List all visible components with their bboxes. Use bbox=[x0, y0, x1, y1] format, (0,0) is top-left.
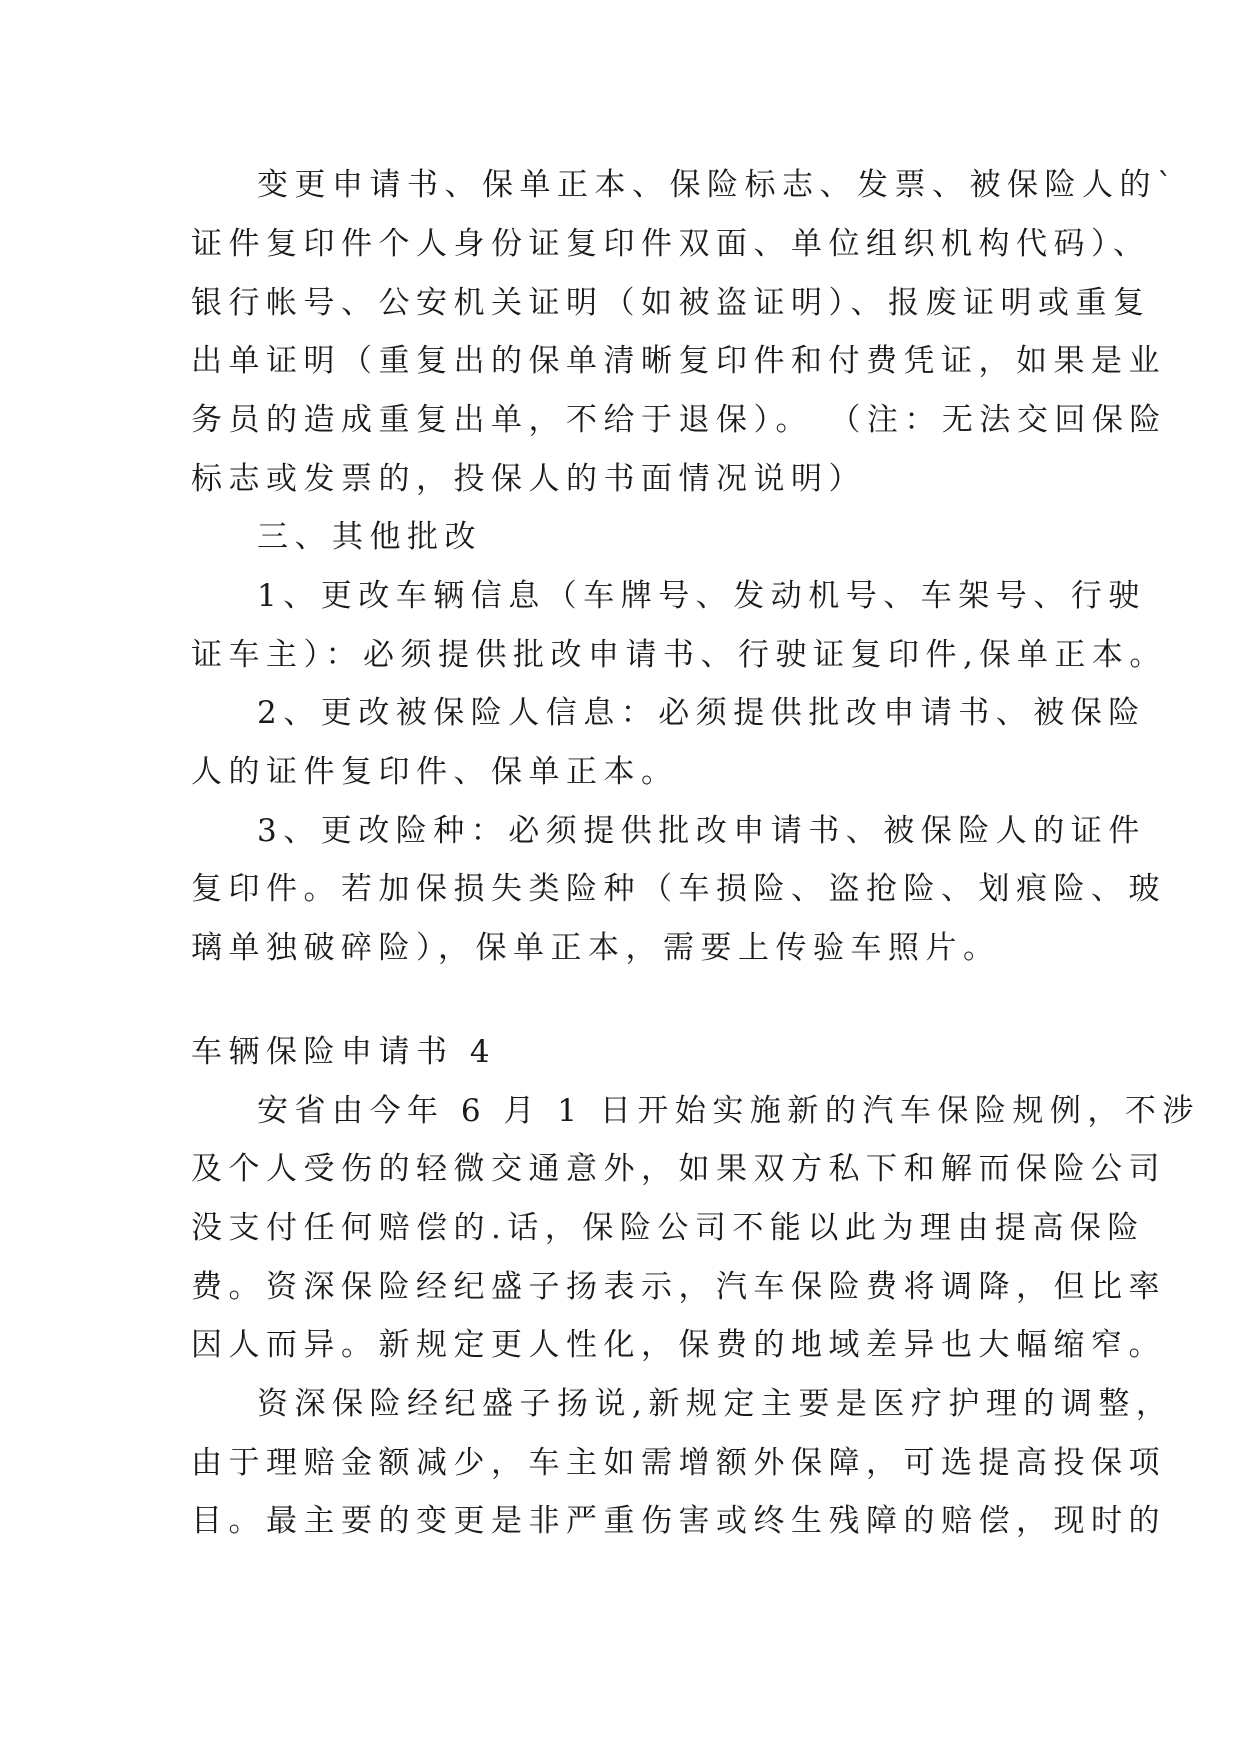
paragraph-line: 标志或发票的，投保人的书面情况说明） bbox=[191, 461, 866, 497]
paragraph-line: 出单证明（重复出的保单清晰复印件和付费凭证，如果是业 bbox=[191, 343, 1166, 379]
paragraph-line: 由于理赔金额减少，车主如需增额外保障，可选提高投保项 bbox=[191, 1445, 1166, 1481]
paragraph-line: 安省由今年 6 月 1 日开始实施新的汽车保险规例，不涉 bbox=[257, 1093, 1200, 1129]
paragraph-line: 资深保险经纪盛子扬说,新规定主要是医疗护理的调整， bbox=[257, 1386, 1174, 1422]
document-title: 车辆保险申请书 4 bbox=[191, 1034, 497, 1070]
paragraph-line: 没支付任何赔偿的.话，保险公司不能以此为理由提高保险 bbox=[191, 1210, 1145, 1246]
paragraph-line: 费。资深保险经纪盛子扬表示，汽车保险费将调降，但比率 bbox=[191, 1269, 1166, 1305]
paragraph-line: 证车主）：必须提供批改申请书、行驶证复印件,保单正本。 bbox=[191, 637, 1167, 673]
paragraph-line: 因人而异。新规定更人性化，保费的地域差异也大幅缩窄。 bbox=[191, 1327, 1166, 1363]
list-item: 2、更改被保险人信息：必须提供批改申请书、被保险 bbox=[257, 695, 1146, 731]
paragraph-line: 务员的造成重复出单，不给于退保）。 （注：无法交回保险 bbox=[191, 402, 1167, 438]
list-item: 3、更改险种：必须提供批改申请书、被保险人的证件 bbox=[257, 813, 1146, 849]
paragraph-line: 目。最主要的变更是非严重伤害或终生残障的赔偿，现时的 bbox=[191, 1503, 1166, 1539]
paragraph-line: 及个人受伤的轻微交通意外，如果双方私下和解而保险公司 bbox=[191, 1151, 1166, 1187]
list-item: 1、更改车辆信息（车牌号、发动机号、车架号、行驶 bbox=[257, 578, 1146, 614]
section-heading: 三、其他批改 bbox=[257, 519, 482, 555]
paragraph-line: 银行帐号、公安机关证明（如被盗证明）、报废证明或重复 bbox=[191, 285, 1151, 321]
paragraph-line: 变更申请书、保单正本、保险标志、发票、被保险人的` bbox=[257, 167, 1179, 203]
paragraph-line: 人的证件复印件、保单正本。 bbox=[191, 754, 679, 790]
paragraph-line: 璃单独破碎险），保单正本，需要上传验车照片。 bbox=[191, 930, 1001, 966]
paragraph-line: 复印件。若加保损失类险种（车损险、盗抢险、划痕险、玻 bbox=[191, 871, 1166, 907]
paragraph-line: 证件复印件个人身份证复印件双面、单位组织机构代码）、 bbox=[191, 226, 1151, 262]
